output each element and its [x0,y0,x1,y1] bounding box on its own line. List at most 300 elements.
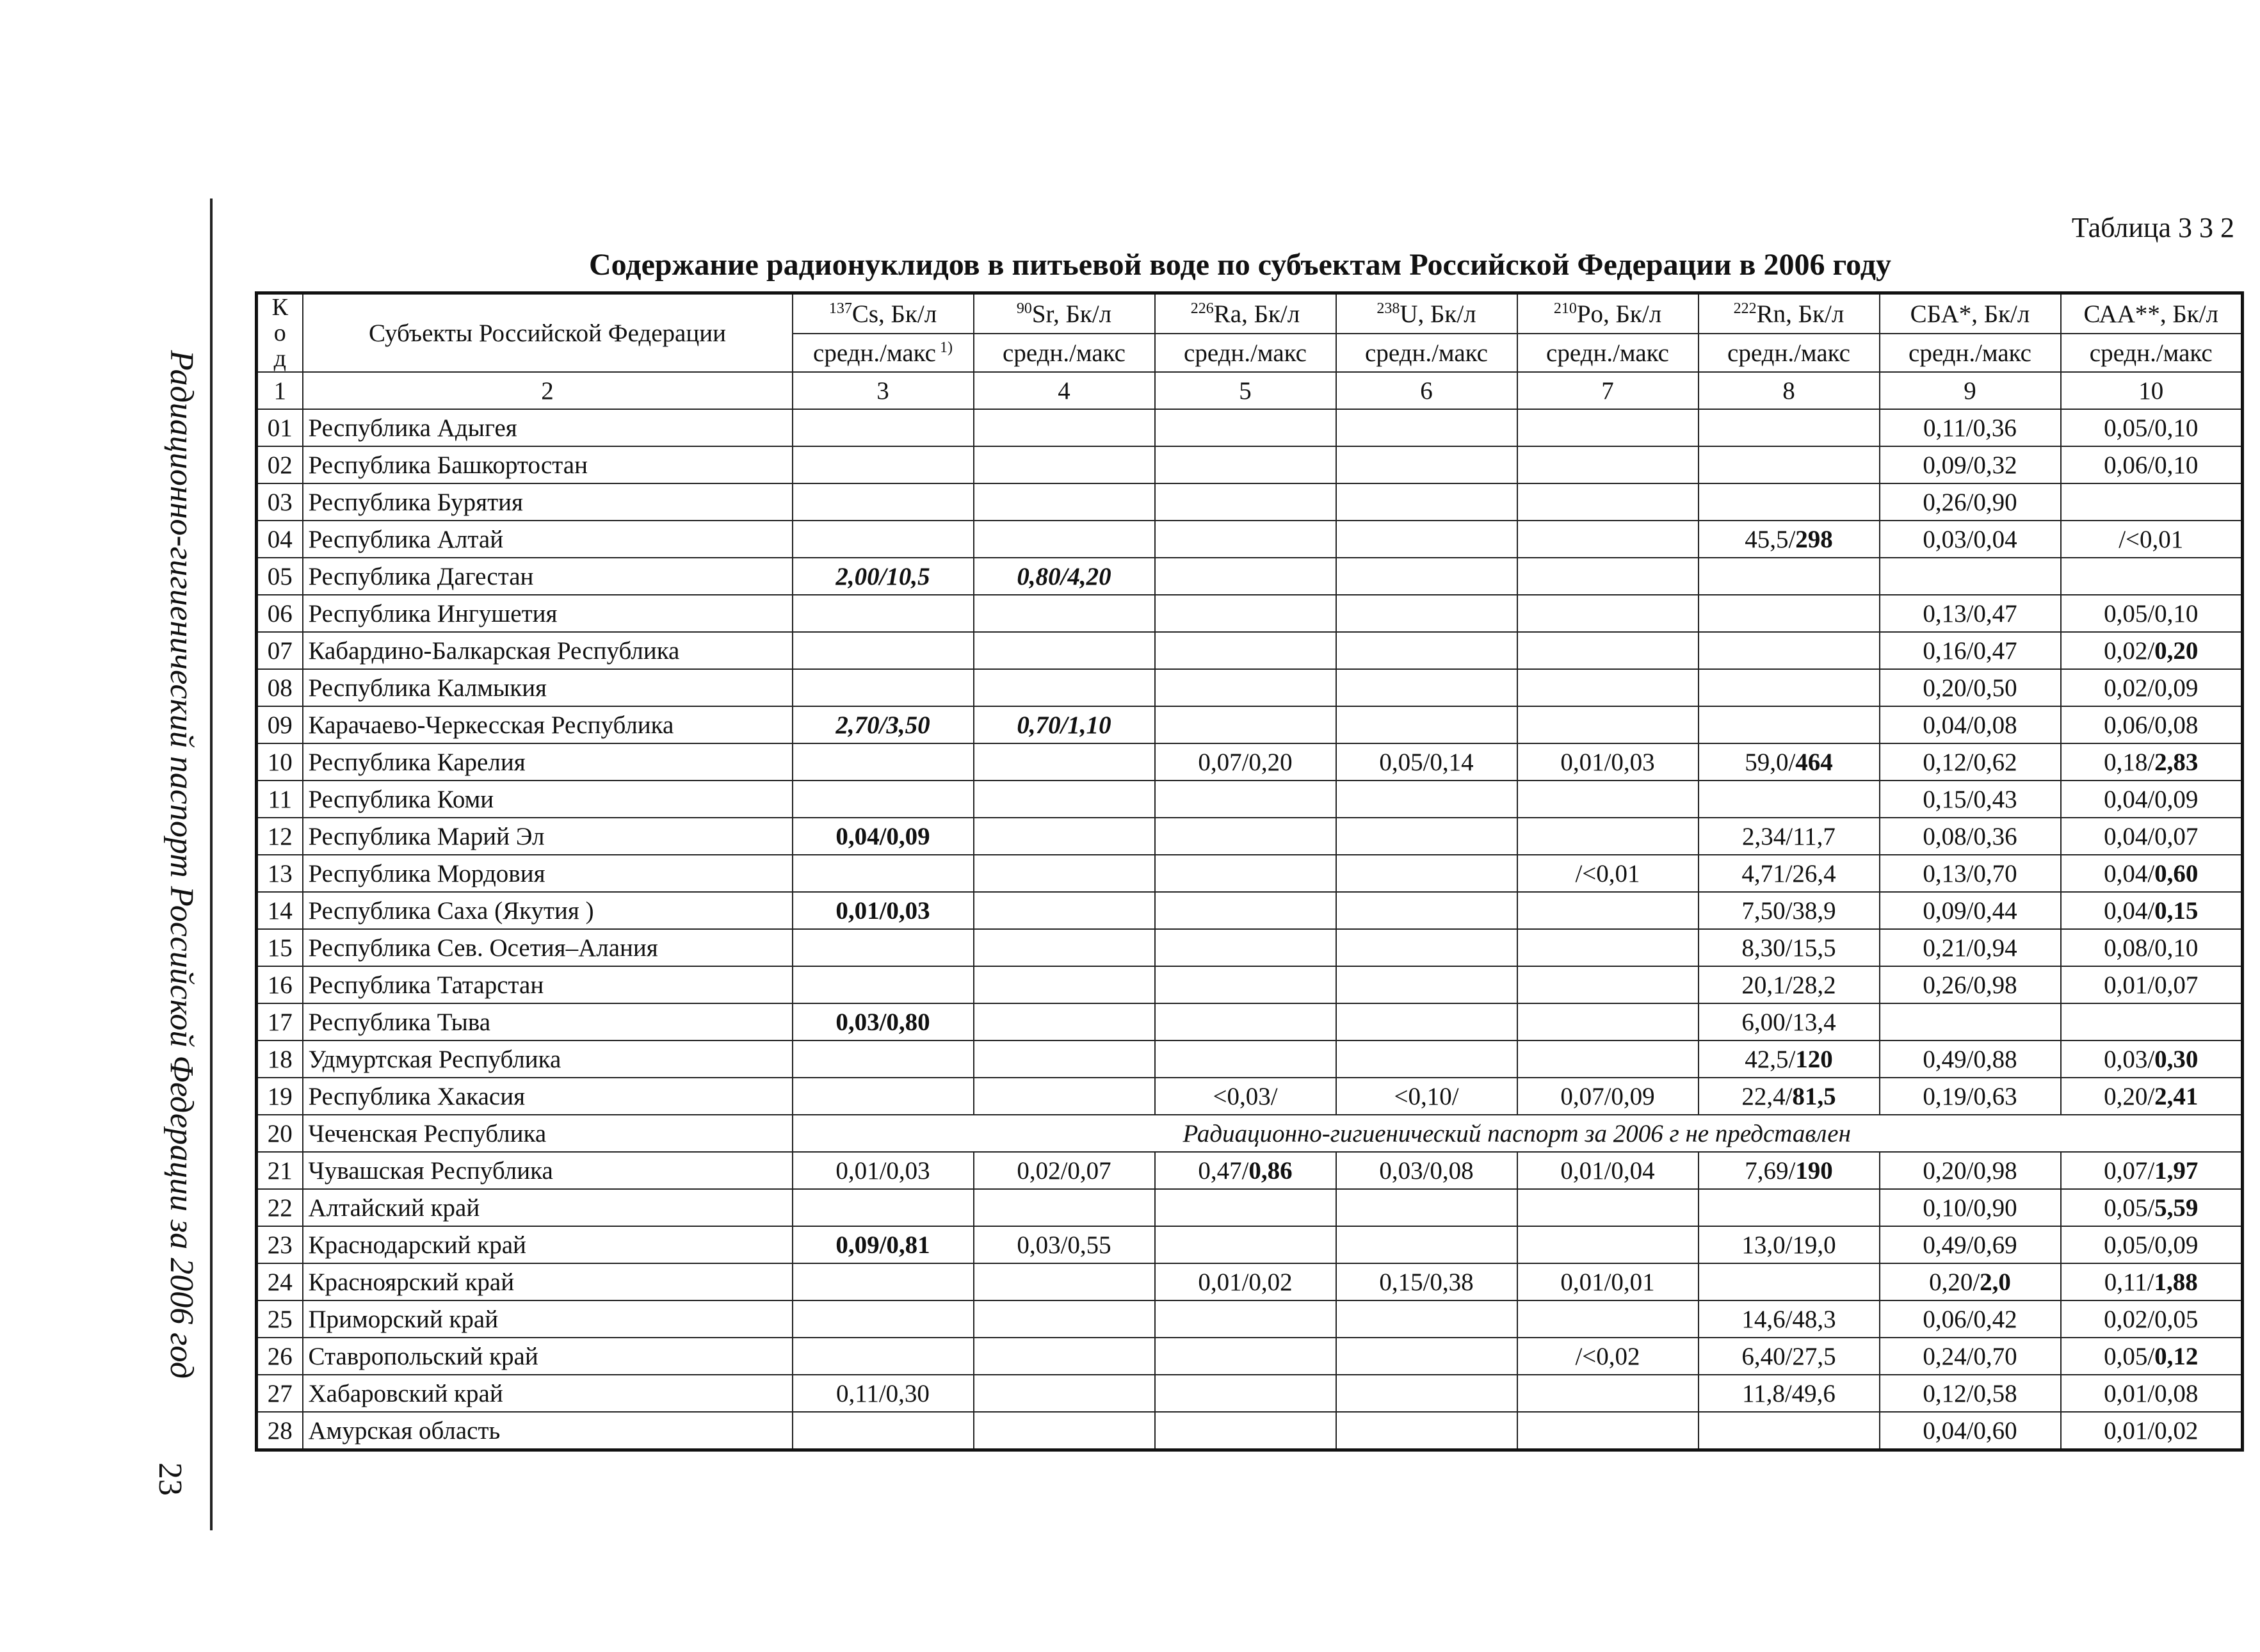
column-number: 8 [1699,372,1880,409]
value-cell: 0,04/0,60 [1880,1412,2061,1450]
column-number: 3 [793,372,974,409]
value-cell [974,1189,1155,1226]
value-cell: 0,15/0,38 [1336,1263,1517,1300]
header-col: $^{226}$Ra, Бк/л [1155,293,1336,334]
value-cell: 0,09/0,32 [1880,446,2061,483]
value-cell [793,855,974,892]
value-cell [974,818,1155,855]
value-cell: 0,04/0,09 [793,818,974,855]
value-cell [974,632,1155,669]
value-cell [1336,1003,1517,1041]
value-cell: 0,01/0,08 [2061,1375,2243,1412]
value-cell: /<0,01 [1517,855,1699,892]
table-row [257,1189,2243,1226]
column-number: 9 [1880,372,2061,409]
value-cell: 0,26/0,98 [1880,966,2061,1003]
header-col: $^{238}$U, Бк/л [1336,293,1517,334]
value-cell [793,446,974,483]
value-cell: 0,06/0,10 [2061,446,2243,483]
header-code-letter: о [273,320,286,346]
value-cell [1517,446,1699,483]
value-cell [974,892,1155,929]
value-cell: 8,30/15,5 [1699,929,1880,966]
value-cell: 0,06/0,08 [2061,706,2243,743]
row-subject: Республика Коми [303,781,793,818]
row-code: 12 [257,818,303,855]
value-cell [1699,446,1880,483]
value-cell: 0,01/0,07 [2061,966,2243,1003]
value-cell [1155,818,1336,855]
value-cell [1517,558,1699,595]
value-cell: 0,03/0,30 [2061,1041,2243,1078]
value-cell: 0,12/0,58 [1880,1375,2061,1412]
value-cell [1336,558,1517,595]
value-cell [1699,669,1880,706]
row-subject: Республика Тыва [303,1003,793,1041]
value-cell [1336,966,1517,1003]
value-cell [793,521,974,558]
value-cell [1336,669,1517,706]
value-cell [1336,1412,1517,1450]
value-cell: 14,6/48,3 [1699,1300,1880,1338]
value-cell: 2,70/3,50 [793,706,974,743]
value-cell [1336,892,1517,929]
table-row [257,1152,2243,1189]
header-sub: средн./макс $^{1)}$ [793,334,974,372]
value-cell [793,595,974,632]
value-cell [1155,446,1336,483]
value-cell: 0,08/0,10 [2061,929,2243,966]
value-cell [1517,1189,1699,1226]
page-number: 23 [152,1462,188,1496]
table-row [257,1078,2243,1115]
row-code: 18 [257,1041,303,1078]
value-cell [1336,855,1517,892]
table-row [257,929,2243,966]
row-subject: Карачаево-Черкесская Республика [303,706,793,743]
value-cell: 0,02/0,07 [974,1152,1155,1189]
value-cell [793,669,974,706]
value-cell [974,483,1155,521]
value-cell [1336,483,1517,521]
value-cell: 0,05/0,09 [2061,1226,2243,1263]
table-row [257,1375,2243,1412]
value-cell: 22,4/81,5 [1699,1078,1880,1115]
value-cell: 0,05/0,12 [2061,1338,2243,1375]
row-subject: Республика Карелия [303,743,793,781]
value-cell: 2,34/11,7 [1699,818,1880,855]
table-row [257,1226,2243,1263]
table-row [257,1041,2243,1078]
value-cell: 0,03/0,80 [793,1003,974,1041]
value-cell: 20,1/28,2 [1699,966,1880,1003]
value-cell [1880,558,2061,595]
table-row [257,1115,2243,1152]
row-subject: Республика Хакасия [303,1078,793,1115]
value-cell: 0,13/0,70 [1880,855,2061,892]
value-cell: /<0,02 [1517,1338,1699,1375]
table-row [257,446,2243,483]
value-cell [974,1412,1155,1450]
value-cell [1517,483,1699,521]
value-cell [2061,1003,2243,1041]
row-subject: Республика Мордовия [303,855,793,892]
value-cell [1517,632,1699,669]
row-code: 05 [257,558,303,595]
table-row [257,558,2243,595]
value-cell [1155,483,1336,521]
row-code: 22 [257,1189,303,1226]
row-subject: Республика Бурятия [303,483,793,521]
value-cell: 0,01/0,03 [793,892,974,929]
table-row [257,781,2243,818]
row-subject: Красноярский край [303,1263,793,1300]
value-cell [793,781,974,818]
header-sub: средн./макс [1699,334,1880,372]
value-cell [974,1300,1155,1338]
value-cell: 0,20/0,98 [1880,1152,2061,1189]
value-cell: 0,11/0,36 [1880,409,2061,446]
row-subject: Удмуртская Республика [303,1041,793,1078]
column-number-row [257,372,2243,409]
value-cell: 0,09/0,81 [793,1226,974,1263]
row-code: 25 [257,1300,303,1338]
column-number: 5 [1155,372,1336,409]
value-cell: 11,8/49,6 [1699,1375,1880,1412]
value-cell [1155,966,1336,1003]
table-label: Таблица 3 3 2 [2071,212,2234,243]
value-cell [1336,632,1517,669]
value-cell [1155,521,1336,558]
value-cell [1336,1189,1517,1226]
value-cell: 0,20/2,41 [2061,1078,2243,1115]
row-code: 24 [257,1263,303,1300]
header-sub: средн./макс [1517,334,1699,372]
row-code: 10 [257,743,303,781]
table-row [257,855,2243,892]
value-cell [974,929,1155,966]
value-cell [1699,706,1880,743]
value-cell [1517,1003,1699,1041]
value-cell [1517,966,1699,1003]
value-cell [793,1338,974,1375]
value-cell: 0,18/2,83 [2061,743,2243,781]
value-cell [1699,1189,1880,1226]
row-code: 14 [257,892,303,929]
header-sub: средн./макс [1880,334,2061,372]
table-row [257,1412,2243,1450]
table-row [257,818,2243,855]
value-cell: 7,69/190 [1699,1152,1880,1189]
value-cell [793,1263,974,1300]
value-cell: 0,04/0,15 [2061,892,2243,929]
value-cell [1517,818,1699,855]
row-code: 16 [257,966,303,1003]
value-cell [1336,1226,1517,1263]
value-cell: 0,05/5,59 [2061,1189,2243,1226]
value-cell: 0,49/0,88 [1880,1041,2061,1078]
value-cell [974,669,1155,706]
row-code: 21 [257,1152,303,1189]
value-cell: 0,49/0,69 [1880,1226,2061,1263]
value-cell: 0,02/0,20 [2061,632,2243,669]
running-title: Радиационно-гигиенический паспорт Российской Федерации за 2006 год [163,350,200,1379]
row-subject: Республика Сев. Осетия–Алания [303,929,793,966]
header-subject: Субъекты Российской Федерации [303,293,793,373]
value-cell: 0,05/0,10 [2061,409,2243,446]
value-cell [1155,558,1336,595]
value-cell [1155,892,1336,929]
table-row [257,632,2243,669]
value-cell [974,781,1155,818]
table-caption: Содержание радионуклидов в питьевой воде по субъектам Российской Федерации в 2006 году [589,248,1891,282]
value-cell [1155,669,1336,706]
column-number: 6 [1336,372,1517,409]
value-cell: 0,04/0,07 [2061,818,2243,855]
value-cell [1336,929,1517,966]
value-cell: 0,04/0,09 [2061,781,2243,818]
value-cell [1699,409,1880,446]
value-cell [1517,1412,1699,1450]
value-cell [1336,1338,1517,1375]
row-subject: Республика Алтай [303,521,793,558]
value-cell [1517,409,1699,446]
value-cell: 0,05/0,14 [1336,743,1517,781]
value-cell [974,1375,1155,1412]
value-cell [1517,669,1699,706]
value-cell: 0,11/0,30 [793,1375,974,1412]
row-code: 01 [257,409,303,446]
value-cell: 0,08/0,36 [1880,818,2061,855]
value-cell [1517,892,1699,929]
value-cell: 0,04/0,60 [2061,855,2243,892]
header-sub: средн./макс [1155,334,1336,372]
value-cell [1699,1263,1880,1300]
value-cell [1517,706,1699,743]
value-cell: 45,5/298 [1699,521,1880,558]
row-subject: Республика Татарстан [303,966,793,1003]
column-number: 4 [974,372,1155,409]
row-subject: Приморский край [303,1300,793,1338]
value-cell: 0,80/4,20 [974,558,1155,595]
value-cell: 0,20/0,50 [1880,669,2061,706]
margin-rule [210,198,213,1530]
column-number: 2 [303,372,793,409]
value-cell [793,1300,974,1338]
header-sub: средн./макс [2061,334,2243,372]
header-code-letter: К [271,294,288,321]
value-cell [793,743,974,781]
radionuclide-table [255,291,2244,1452]
header-col: $^{222}$Rn, Бк/л [1699,293,1880,334]
row-code: 03 [257,483,303,521]
value-cell: 0,02/0,09 [2061,669,2243,706]
value-cell [1517,1041,1699,1078]
row-subject: Республика Башкортостан [303,446,793,483]
value-cell: 0,03/0,04 [1880,521,2061,558]
value-cell [974,855,1155,892]
value-cell [2061,483,2243,521]
value-cell: 0,13/0,47 [1880,595,2061,632]
value-cell [974,966,1155,1003]
not-submitted-notice: Радиационно-гигиенический паспорт за 2006 г не представлен [793,1115,2243,1152]
value-cell: 0,07/0,20 [1155,743,1336,781]
value-cell [1155,1189,1336,1226]
value-cell [1517,1300,1699,1338]
value-cell [1155,706,1336,743]
value-cell [1699,632,1880,669]
column-number: 10 [2061,372,2243,409]
row-code: 04 [257,521,303,558]
header-sub: средн./макс [974,334,1155,372]
value-cell [1517,929,1699,966]
table-row [257,1263,2243,1300]
value-cell: 0,09/0,44 [1880,892,2061,929]
value-cell [1155,1041,1336,1078]
row-code: 15 [257,929,303,966]
value-cell: 59,0/464 [1699,743,1880,781]
table-body [257,409,2243,1450]
value-cell [1699,595,1880,632]
header-col: САА**, Бк/л [2061,293,2243,334]
row-subject: Ставропольский край [303,1338,793,1375]
value-cell [1336,706,1517,743]
value-cell: 0,24/0,70 [1880,1338,2061,1375]
table-row [257,521,2243,558]
value-cell [1155,632,1336,669]
table-row [257,595,2243,632]
row-code: 17 [257,1003,303,1041]
value-cell: 6,40/27,5 [1699,1338,1880,1375]
table-row [257,743,2243,781]
value-cell: 0,01/0,03 [793,1152,974,1189]
value-cell [793,409,974,446]
value-cell [974,1338,1155,1375]
value-cell [1336,818,1517,855]
value-cell [1336,1041,1517,1078]
row-code: 19 [257,1078,303,1115]
value-cell: 0,26/0,90 [1880,483,2061,521]
column-number: 1 [257,372,303,409]
value-cell [1517,595,1699,632]
table-row [257,669,2243,706]
row-subject: Амурская область [303,1412,793,1450]
value-cell: 13,0/19,0 [1699,1226,1880,1263]
value-cell [974,1041,1155,1078]
header-code [257,293,303,373]
row-subject: Республика Калмыкия [303,669,793,706]
value-cell [1155,409,1336,446]
value-cell [1517,781,1699,818]
value-cell: /<0,01 [2061,521,2243,558]
value-cell: 0,04/0,08 [1880,706,2061,743]
value-cell [1155,855,1336,892]
value-cell [1336,409,1517,446]
value-cell [1155,1375,1336,1412]
value-cell [1517,1226,1699,1263]
value-cell [974,409,1155,446]
value-cell [793,1189,974,1226]
value-cell [793,966,974,1003]
header-col: $^{210}$Po, Бк/л [1517,293,1699,334]
header-col: $^{90}$Sr, Бк/л [974,293,1155,334]
value-cell [1336,446,1517,483]
row-code: 26 [257,1338,303,1375]
value-cell: 0,20/2,0 [1880,1263,2061,1300]
value-cell [974,521,1155,558]
value-cell [1880,1003,2061,1041]
value-cell [1517,521,1699,558]
value-cell [1336,1300,1517,1338]
row-subject: Республика Марий Эл [303,818,793,855]
value-cell: <0,10/ [1336,1078,1517,1115]
value-cell [974,446,1155,483]
value-cell: 0,19/0,63 [1880,1078,2061,1115]
value-cell: 0,01/0,01 [1517,1263,1699,1300]
row-code: 08 [257,669,303,706]
row-subject: Чувашская Республика [303,1152,793,1189]
row-code: 20 [257,1115,303,1152]
value-cell [793,929,974,966]
row-subject: Республика Саха (Якутия ) [303,892,793,929]
row-code: 09 [257,706,303,743]
row-code: 27 [257,1375,303,1412]
value-cell: <0,03/ [1155,1078,1336,1115]
value-cell [1336,521,1517,558]
value-cell: 0,16/0,47 [1880,632,2061,669]
value-cell [1699,781,1880,818]
value-cell [1699,483,1880,521]
table-row [257,409,2243,446]
value-cell [1155,781,1336,818]
value-cell [974,595,1155,632]
value-cell [793,1041,974,1078]
table-row [257,706,2243,743]
header-sub: средн./макс [1336,334,1517,372]
row-subject: Краснодарский край [303,1226,793,1263]
value-cell: 0,01/0,02 [2061,1412,2243,1450]
value-cell: 0,12/0,62 [1880,743,2061,781]
value-cell [1336,1375,1517,1412]
value-cell: 6,00/13,4 [1699,1003,1880,1041]
column-number: 7 [1517,372,1699,409]
value-cell [793,483,974,521]
value-cell [974,743,1155,781]
row-code: 07 [257,632,303,669]
value-cell: 7,50/38,9 [1699,892,1880,929]
row-code: 23 [257,1226,303,1263]
header-col: СБА*, Бк/л [1880,293,2061,334]
value-cell: 0,07/1,97 [2061,1152,2243,1189]
value-cell [1517,1375,1699,1412]
value-cell: 0,01/0,04 [1517,1152,1699,1189]
value-cell [1155,1300,1336,1338]
value-cell: 4,71/26,4 [1699,855,1880,892]
value-cell [1155,929,1336,966]
row-subject: Республика Ингушетия [303,595,793,632]
row-subject: Алтайский край [303,1189,793,1226]
value-cell [1155,1338,1336,1375]
row-code: 28 [257,1412,303,1450]
value-cell: 0,21/0,94 [1880,929,2061,966]
value-cell: 0,15/0,43 [1880,781,2061,818]
value-cell: 0,07/0,09 [1517,1078,1699,1115]
value-cell [974,1263,1155,1300]
value-cell [1336,781,1517,818]
row-subject: Республика Дагестан [303,558,793,595]
value-cell: 0,06/0,42 [1880,1300,2061,1338]
header-col: $^{137}$Cs, Бк/л [793,293,974,334]
